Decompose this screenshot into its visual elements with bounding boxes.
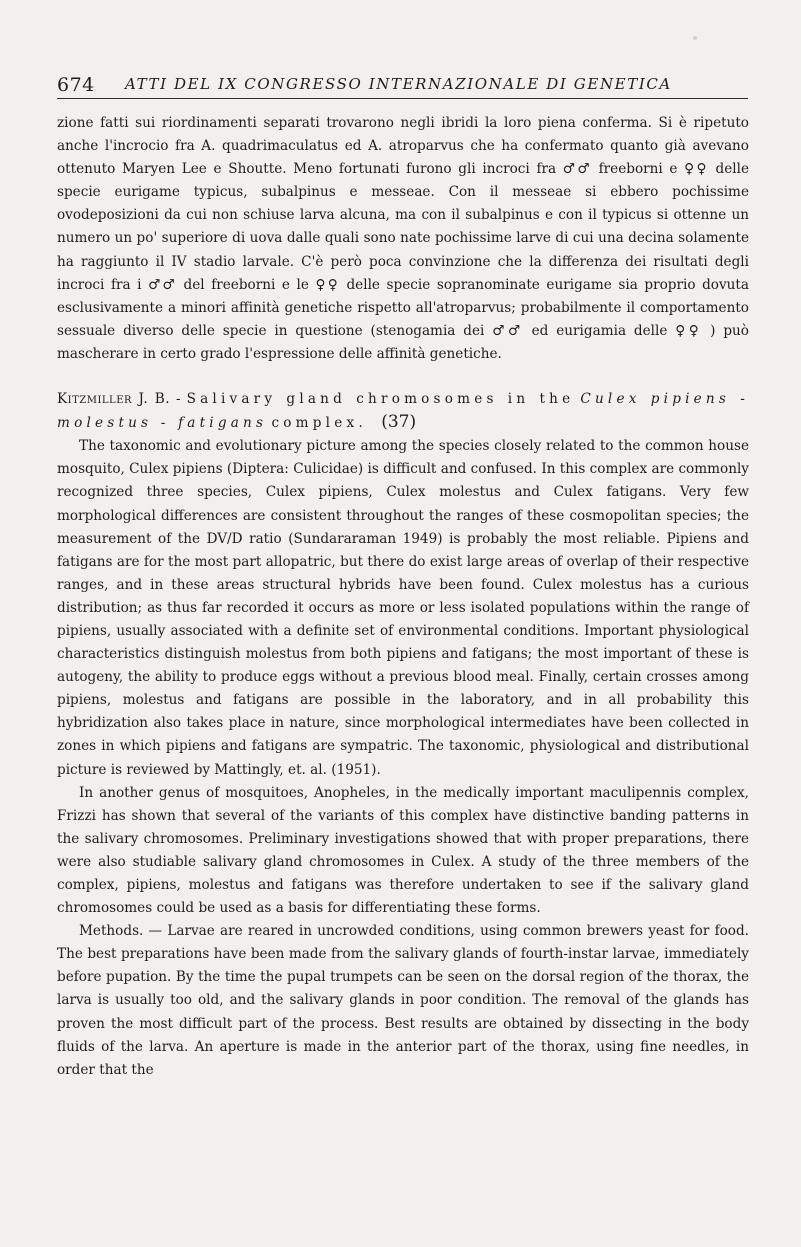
running-head: ATTI DEL IX CONGRESSO INTERNAZIONALE DI GENETICA	[125, 75, 672, 93]
abstract-ref-number: (37)	[381, 412, 417, 433]
page-body	[57, 112, 749, 1082]
abstract-title-part2: complex.	[271, 415, 367, 432]
abstract-title-species: Culex pipiens - molestus - fatigans	[57, 391, 749, 432]
paragraph-taxonomy: The taxonomic and evolutionary picture among the species closely related to the common house mosquito, Culex pipiens (Diptera: Culicidae) is difficult and confused. In this complex are commonly recognized three species, Culex pipiens, Culex molestus and Culex fatigans. Very few morphological differences are consistent throughout the ranges of these cosmopolitan species; the measurement of the DV/D ratio (Sundararaman 1949) is probably the most reliable. Pipiens and fatigans are for the most part allopatric, but there do exist large areas of overlap of their respective ranges, and in these areas structural hybrids have been found. Culex molestus has a curious distribution; as thus far recorded it occurs as more or less isolated populations within the range of pipiens, usually associated with a definite set of environmental conditions. Important physiological characteristics distinguish molestus from both pipiens and fatigans; the most important of these is autogeny, the ability to produce eggs without a previous blood meal. Finally, certain crosses among pipiens, molestus and fatigans are possible in the laboratory, and in all probability this hybridization also takes place in nature, since morphological intermediates have been collected in zones in which pipiens and fatigans are sympatric. The taxonomic, physiological and distributional picture is reviewed by Mattingly, et. al. (1951).	[57, 438, 749, 778]
abstract-author: Kitzmiller J. B.	[57, 391, 171, 408]
paragraph-anopheles: In another genus of mosquitoes, Anopheles, in the medically important maculipennis complex, Frizzi has shown that several of the variants of this complex have distinctive banding patterns in the salivary chromosomes. Preliminary investigations showed that with proper preparations, there were also studiable salivary gland chromosomes in Culex. A study of the three members of the complex, pipiens, molestus and fatigans was therefore undertaken to see if the salivary gland chromosomes could be used as a basis for differentiating these forms.	[57, 784, 749, 917]
abstract-title-part1: Salivary gland chromosomes in the	[186, 391, 575, 408]
page-header	[57, 74, 748, 99]
section-gap	[57, 366, 749, 388]
abstract-heading	[57, 388, 749, 435]
scan-speck	[693, 36, 697, 40]
page-number: 674	[57, 74, 95, 96]
abstract-separator: -	[176, 391, 181, 408]
italian-paragraph: zione fatti sui riordinamenti separati trovarono negli ibridi la loro piena conferma. Si è ripetuto anche l'incrocio fra A. quadrimaculatus ed A. atroparvus che ha confermato quanto già avevano ottenuto Maryen Lee e Shoutte. Meno fortunati furono gli incroci fra ♂♂ freeborni e ♀♀ delle specie eurigame typicus, subalpinus e messeae. Con il messeae si ebbero pochissime ovodeposizioni da cui non schiuse larva alcuna, ma con il subalpinus e con il typicus si ottenne un numero un po' superiore di uova dalle quali sono nate pochissime larve di cui una decina solamente ha raggiunto il IV stadio larvale. C'è però poca convinzione che la differenza dei risultati degli incroci fra i ♂♂ del freeborni e le ♀♀ delle specie sopranominate eurigame sia proprio dovuta esclusivamente a minori affinità genetiche rispetto all'atroparvus; probabilmente il comportamento sessuale diverso delle specie in questione (stenogamia dei ♂♂ ed eurigamia delle ♀♀ ) può mascherare in certo grado l'espressione delle affinità genetiche.	[57, 115, 749, 362]
paragraph-methods: Methods. — Larvae are reared in uncrowded conditions, using common brewers yeast for food. The best preparations have been made from the salivary glands of fourth-instar larvae, immediately before pupation. By the time the pupal trumpets can be seen on the dorsal region of the thorax, the larva is usually too old, and the salivary glands in poor condition. The removal of the glands has proven the most difficult part of the process. Best results are obtained by dissecting in the body fluids of the larva. An aperture is made in the anterior part of the thorax, using fine needles, in order that the	[57, 923, 749, 1078]
